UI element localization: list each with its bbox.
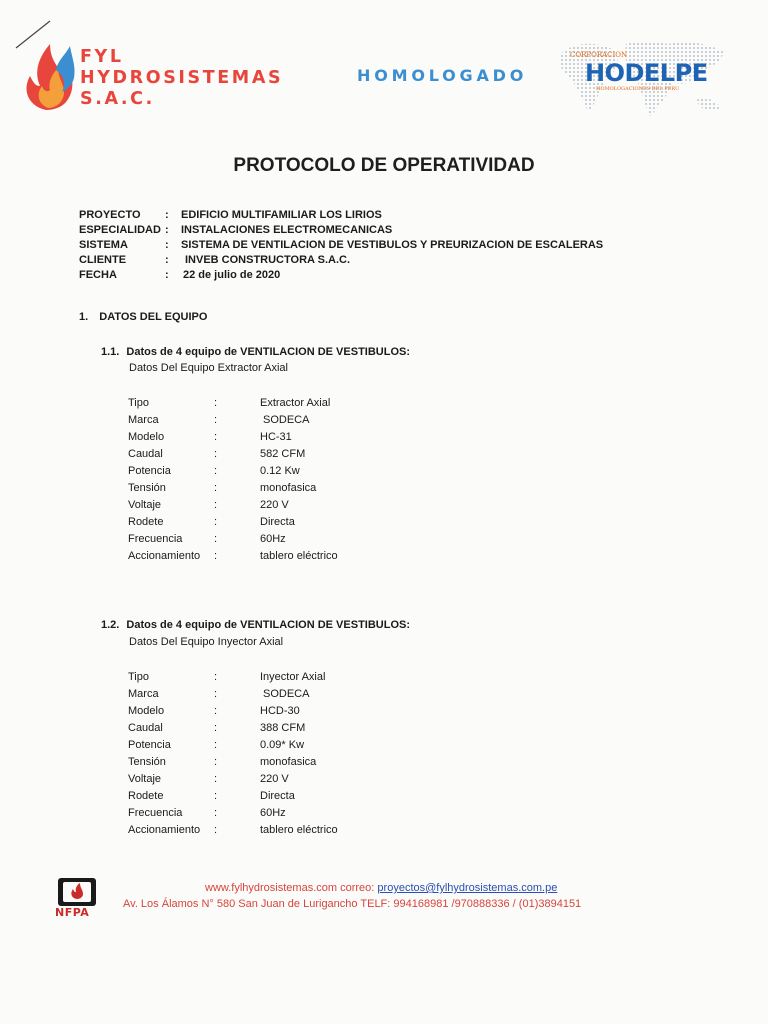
spec-colon: :: [214, 397, 218, 409]
spec-label: Accionamiento: [128, 550, 201, 562]
spec-label: Potencia: [128, 465, 171, 477]
nfpa-label: NFPA: [55, 906, 90, 919]
spec-colon: :: [214, 773, 218, 785]
document-title: PROTOCOLO DE OPERATIVIDAD: [233, 155, 535, 176]
spec-value: HCD-30: [260, 705, 300, 717]
spec-colon: :: [214, 448, 218, 460]
spec-value: monofasica: [260, 482, 317, 494]
info-colon: :: [165, 254, 169, 266]
spec-label: Potencia: [128, 739, 171, 751]
subsection-heading: Datos de 4 equipo de VENTILACION DE VESTIBULOS:: [126, 346, 411, 358]
spec-label: Voltaje: [128, 499, 162, 511]
spec-colon: :: [214, 688, 218, 700]
footer-email-link[interactable]: proyectos@fylhydrosistemas.com.pe: [377, 882, 558, 894]
spec-colon: :: [214, 824, 218, 836]
subsection-number: 1.2.: [101, 619, 120, 631]
spec-colon: :: [214, 414, 218, 426]
spec-colon: :: [214, 499, 218, 511]
info-label-fecha: FECHA: [79, 269, 117, 281]
spec-value: Inyector Axial: [260, 671, 326, 683]
info-value-sistema: SISTEMA DE VENTILACION DE VESTIBULOS Y PREURIZACION DE ESCALERAS: [181, 239, 604, 251]
spec-value: 582 CFM: [260, 448, 306, 460]
corp-tagline: HOMOLOGACIONES DEL PERU: [596, 86, 680, 92]
info-label-especialidad: ESPECIALIDAD: [79, 224, 161, 236]
spec-value: 60Hz: [260, 807, 286, 819]
spec-colon: :: [214, 671, 218, 683]
spec-colon: :: [214, 431, 218, 443]
hodelpe-logo-text: HODELPE: [585, 59, 708, 87]
spec-colon: :: [214, 533, 218, 545]
spec-value: 388 CFM: [260, 722, 306, 734]
spec-label: Tipo: [128, 397, 149, 409]
spec-label: Caudal: [128, 722, 163, 734]
spec-colon: :: [214, 739, 218, 751]
spec-colon: :: [214, 705, 218, 717]
subsection-1-title: [101, 346, 410, 358]
section-number: 1.: [79, 311, 89, 323]
spec-label: Modelo: [128, 705, 165, 717]
spec-label: Accionamiento: [128, 824, 201, 836]
spec-colon: :: [214, 465, 218, 477]
subsection-2-note: Datos Del Equipo Inyector Axial: [129, 636, 284, 648]
company-name-line-1: FYL: [80, 47, 124, 67]
info-colon: :: [165, 269, 169, 281]
subsection-number: 1.1.: [101, 346, 120, 358]
subsection-1-note: Datos Del Equipo Extractor Axial: [129, 362, 288, 374]
spec-value: tablero eléctrico: [260, 550, 338, 562]
info-label-proyecto: PROYECTO: [79, 209, 141, 221]
spec-value: Directa: [260, 790, 295, 802]
section-title: DATOS DEL EQUIPO: [99, 311, 208, 323]
spec-value: HC-31: [260, 431, 292, 443]
info-value-fecha: 22 de julio de 2020: [183, 269, 281, 281]
info-label-sistema: SISTEMA: [79, 239, 128, 251]
spec-value: tablero eléctrico: [260, 824, 338, 836]
footer-web-link[interactable]: www.fylhydrosistemas.com: [205, 882, 338, 894]
corp-label: CORPORACION: [570, 51, 628, 59]
spec-value: SODECA: [263, 688, 310, 700]
spec-label: Marca: [128, 414, 159, 426]
spec-value: monofasica: [260, 756, 317, 768]
flame-logo-icon: [22, 40, 78, 112]
spec-colon: :: [214, 722, 218, 734]
spec-value: 220 V: [260, 773, 289, 785]
spec-label: Rodete: [128, 516, 164, 528]
spec-label: Voltaje: [128, 773, 162, 785]
info-colon: :: [165, 209, 169, 221]
spec-colon: :: [214, 550, 218, 562]
spec-label: Rodete: [128, 790, 164, 802]
info-value-cliente: INVEB CONSTRUCTORA S.A.C.: [185, 254, 351, 266]
nfpa-logo-icon: [56, 876, 98, 908]
spec-value: SODECA: [263, 414, 310, 426]
company-name-line-2: HYDROSISTEMAS: [80, 68, 284, 88]
footer-address: Av. Los Álamos N° 580 San Juan de Lurigancho TELF: 994168981 /970888336 / (01)3894151: [123, 898, 582, 910]
spec-label: Tensión: [128, 756, 166, 768]
company-name-line-3: S.A.C.: [80, 89, 155, 109]
spec-label: Frecuencia: [128, 533, 183, 545]
spec-colon: :: [214, 516, 218, 528]
spec-colon: :: [214, 482, 218, 494]
spec-colon: :: [214, 807, 218, 819]
spec-colon: :: [214, 790, 218, 802]
footer-contact: [205, 882, 557, 894]
subsection-2-title: [101, 619, 410, 631]
spec-value: Directa: [260, 516, 295, 528]
spec-value: 0.12 Kw: [260, 465, 300, 477]
spec-label: Caudal: [128, 448, 163, 460]
spec-label: Modelo: [128, 431, 165, 443]
spec-value: 60Hz: [260, 533, 286, 545]
spec-colon: :: [214, 756, 218, 768]
info-colon: :: [165, 224, 169, 236]
spec-label: Marca: [128, 688, 159, 700]
info-label-cliente: CLIENTE: [79, 254, 127, 266]
spec-value: 220 V: [260, 499, 289, 511]
spec-value: 0.09* Kw: [260, 739, 305, 751]
subsection-heading: Datos de 4 equipo de VENTILACION DE VESTIBULOS:: [126, 619, 411, 631]
homologado-label: HOMOLOGADO: [357, 66, 528, 85]
info-value-proyecto: EDIFICIO MULTIFAMILIAR LOS LIRIOS: [181, 209, 382, 221]
spec-label: Frecuencia: [128, 807, 183, 819]
spec-label: Tensión: [128, 482, 166, 494]
footer-email-label: correo:: [340, 882, 375, 894]
section-heading: [79, 311, 207, 323]
spec-value: Extractor Axial: [260, 397, 331, 409]
info-value-especialidad: INSTALACIONES ELECTROMECANICAS: [181, 224, 393, 236]
spec-label: Tipo: [128, 671, 149, 683]
info-colon: :: [165, 239, 169, 251]
